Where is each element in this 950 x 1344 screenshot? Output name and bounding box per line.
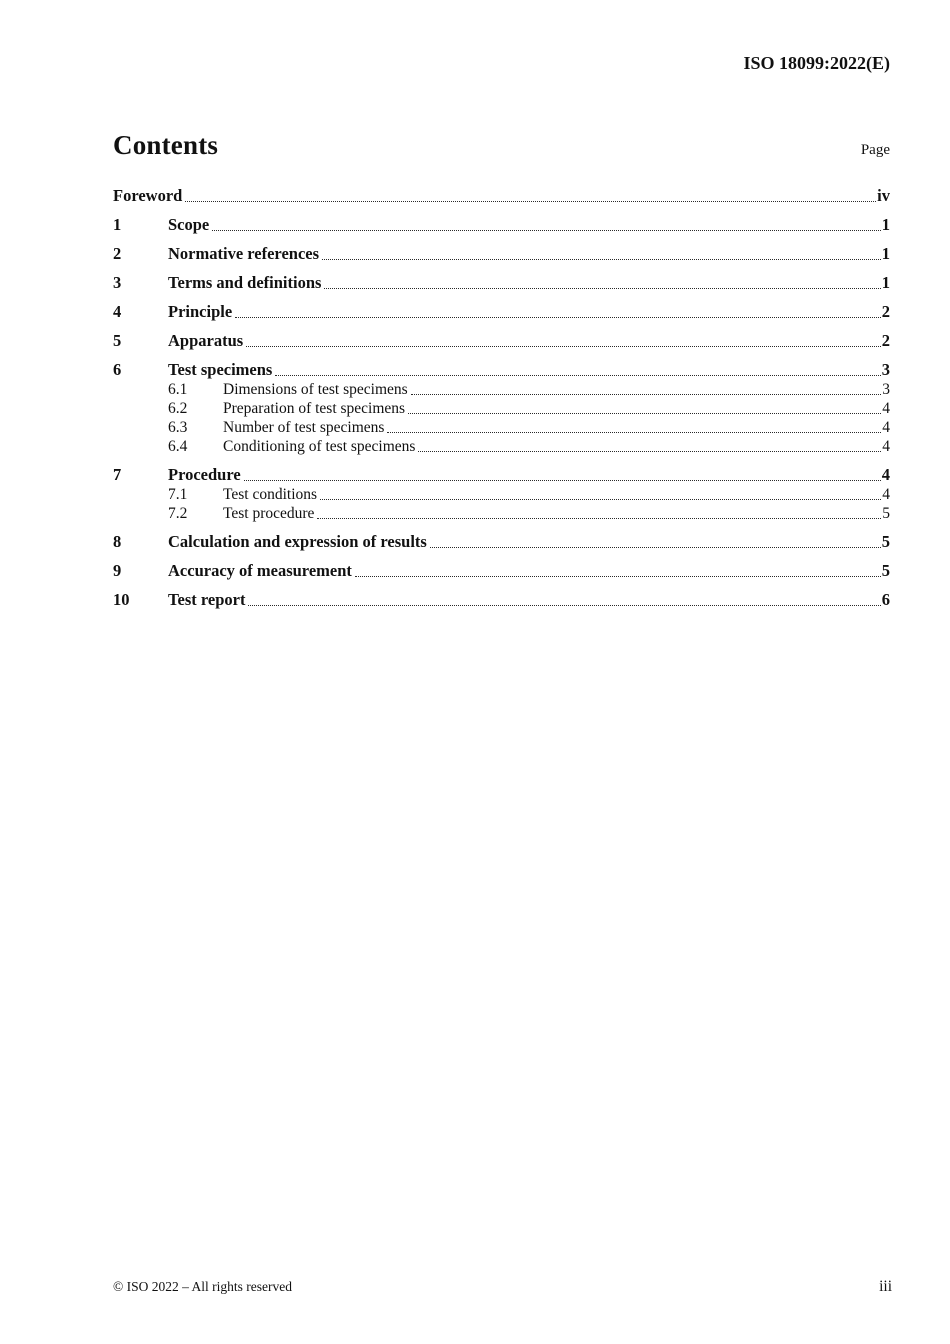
toc-entry-number: 7 — [113, 465, 122, 484]
toc-entry-label: Dimensions of test specimens — [223, 381, 408, 398]
toc-entry-page: 1 — [881, 215, 890, 234]
toc-entry-page: 1 — [881, 244, 890, 263]
toc-entry-number: 7.2 — [168, 505, 188, 522]
toc-entry-label: Preparation of test specimens — [223, 400, 406, 417]
toc-entry-number: 3 — [113, 273, 122, 292]
copyright-notice: © ISO 2022 – All rights reserved — [113, 1279, 292, 1294]
toc-entry-page: 4 — [882, 419, 890, 436]
toc-entry-number: 6.4 — [168, 438, 188, 455]
toc-entry-page: 2 — [881, 302, 890, 321]
toc-entry-page: 1 — [881, 273, 890, 292]
dotted-leader — [235, 317, 881, 318]
toc-entry-page: iv — [877, 186, 890, 205]
dotted-leader — [324, 288, 880, 289]
dotted-leader — [418, 451, 881, 452]
folio-page-number: iii — [879, 1278, 892, 1295]
toc-entry[interactable] — [113, 302, 890, 322]
page-footer — [113, 1278, 892, 1296]
dotted-leader — [355, 576, 881, 577]
table-of-contents — [113, 186, 890, 610]
toc-entry[interactable] — [113, 273, 890, 293]
toc-entry-number: 2 — [113, 244, 122, 263]
toc-entry-number: 5 — [113, 331, 122, 350]
toc-entry[interactable] — [113, 561, 890, 581]
toc-entry-page: 3 — [882, 381, 890, 398]
dotted-leader — [317, 518, 881, 519]
toc-entry-number: 8 — [113, 532, 122, 551]
toc-entry-number: 10 — [113, 590, 130, 609]
toc-entry-label: Procedure — [168, 465, 241, 484]
toc-entry[interactable] — [113, 380, 890, 399]
toc-entry[interactable] — [113, 331, 890, 351]
toc-entry-label: Apparatus — [168, 331, 244, 350]
toc-entry-page: 6 — [881, 590, 890, 609]
toc-entry[interactable] — [113, 215, 890, 235]
toc-entry-number: 1 — [113, 215, 122, 234]
toc-entry-number: 6.2 — [168, 400, 188, 417]
toc-entry-number: 7.1 — [168, 486, 188, 503]
toc-entry-label: Calculation and expression of results — [168, 532, 427, 551]
toc-entry-number: 9 — [113, 561, 122, 580]
toc-entry-label: Principle — [168, 302, 233, 321]
toc-entry-page: 4 — [882, 486, 890, 503]
toc-entry-label: Conditioning of test specimens — [223, 438, 416, 455]
toc-entry-label: Terms and definitions — [168, 273, 322, 292]
toc-entry-number: 6.1 — [168, 381, 188, 398]
toc-entry-page: 4 — [882, 400, 890, 417]
toc-entry[interactable] — [113, 532, 890, 552]
toc-entry-label: Test conditions — [223, 486, 318, 503]
dotted-leader — [430, 547, 881, 548]
toc-entry-page: 5 — [882, 505, 890, 522]
toc-entry[interactable] — [113, 418, 890, 437]
dotted-leader — [411, 394, 882, 395]
toc-entry-label: Scope — [168, 215, 210, 234]
toc-entry-number: 6.3 — [168, 419, 188, 436]
toc-entry-page: 3 — [881, 360, 890, 379]
toc-entry[interactable] — [113, 504, 890, 523]
page-column-label: Page — [860, 142, 890, 158]
toc-entry[interactable] — [113, 590, 890, 610]
toc-entry[interactable] — [113, 465, 890, 485]
toc-entry-label: Normative references — [168, 244, 320, 263]
toc-entry-label: Accuracy of measurement — [168, 561, 352, 580]
dotted-leader — [408, 413, 881, 414]
toc-entry-number: 4 — [113, 302, 122, 321]
toc-entry[interactable] — [113, 437, 890, 456]
toc-entry-number: 6 — [113, 360, 122, 379]
toc-entry-page: 2 — [881, 331, 890, 350]
dotted-leader — [248, 605, 880, 606]
dotted-leader — [320, 499, 881, 500]
dotted-leader — [322, 259, 881, 260]
toc-entry[interactable] — [113, 360, 890, 380]
toc-entry-label: Number of test specimens — [223, 419, 385, 436]
document-reference: ISO 18099:2022(E) — [743, 53, 890, 73]
dotted-leader — [275, 375, 880, 376]
page-title: Contents — [113, 130, 219, 160]
dotted-leader — [246, 346, 881, 347]
toc-entry-page: 4 — [882, 438, 890, 455]
contents-header — [113, 130, 890, 161]
dotted-leader — [212, 230, 881, 231]
toc-entry-page: 4 — [881, 465, 890, 484]
dotted-leader — [185, 201, 876, 202]
dotted-leader — [387, 432, 881, 433]
toc-entry[interactable] — [113, 485, 890, 504]
toc-entry-label: Test report — [168, 590, 246, 609]
toc-entry-label: Foreword — [113, 186, 183, 205]
toc-entry-label: Test procedure — [223, 505, 315, 522]
toc-entry[interactable] — [113, 244, 890, 264]
toc-entry-page: 5 — [881, 532, 890, 551]
toc-entry-label: Test specimens — [168, 360, 273, 379]
toc-entry[interactable] — [113, 186, 890, 206]
toc-entry-page: 5 — [881, 561, 890, 580]
toc-entry[interactable] — [113, 399, 890, 418]
dotted-leader — [244, 480, 881, 481]
